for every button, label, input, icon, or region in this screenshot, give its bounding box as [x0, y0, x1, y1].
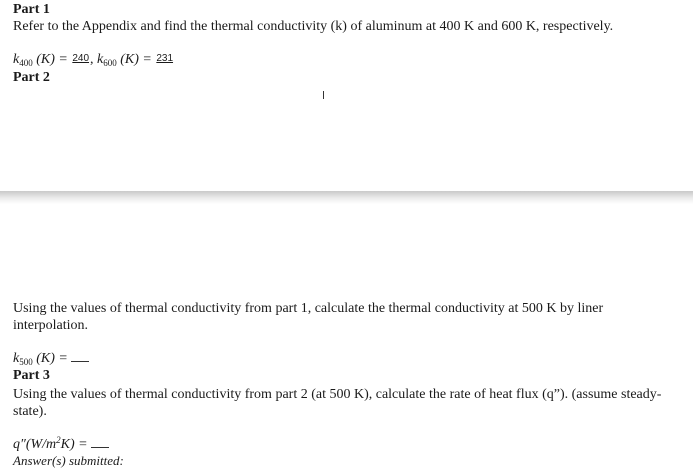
k600-subscript: 600: [103, 58, 117, 68]
k400-unit: (K) =: [36, 52, 68, 67]
part1-heading: Part 1: [13, 2, 50, 17]
part3-question: Using the values of thermal conductivity from part 2 (at 500 K), calculate the rate of heat flux (q”). (assume steady-state).: [13, 387, 662, 419]
k400-symbol: k: [13, 52, 20, 67]
k500-unit: (K) =: [36, 351, 68, 366]
answers-submitted-label: Answer(s) submitted:: [13, 453, 124, 468]
k500-subscript: 500: [19, 357, 33, 367]
k400-subscript: 400: [19, 58, 33, 68]
heat-flux-exponent: 2: [56, 435, 61, 445]
text-cursor-icon: [323, 91, 324, 99]
k600-symbol: k: [97, 52, 104, 67]
section-divider: [0, 191, 693, 204]
k500-symbol: k: [13, 351, 20, 366]
part1-answer-row: [13, 52, 174, 68]
heat-flux-symbol: q″(W/m: [13, 437, 57, 452]
heat-flux-answer-field[interactable]: [91, 437, 109, 448]
k600-answer-field[interactable]: 231: [156, 53, 174, 64]
k600-unit: (K) =: [120, 52, 152, 67]
part1-question: Refer to the Appendix and find the thermal conductivity (k) of aluminum at 400 K and 600 K, respectively.: [13, 19, 614, 34]
part2-question: Using the values of thermal conductivity from part 1, calculate the thermal conductivity at 500 K by liner interpolation.: [13, 301, 604, 333]
part2-heading: Part 2: [13, 70, 50, 85]
heat-flux-unit: K) =: [60, 437, 88, 452]
part3-heading: Part 3: [13, 368, 50, 383]
part3-answer-row: [13, 435, 109, 453]
k500-answer-field[interactable]: [71, 351, 89, 362]
answer-separator: ,: [90, 52, 94, 67]
part2-answer-row: [13, 351, 89, 367]
k400-answer-field[interactable]: 240: [72, 53, 90, 64]
